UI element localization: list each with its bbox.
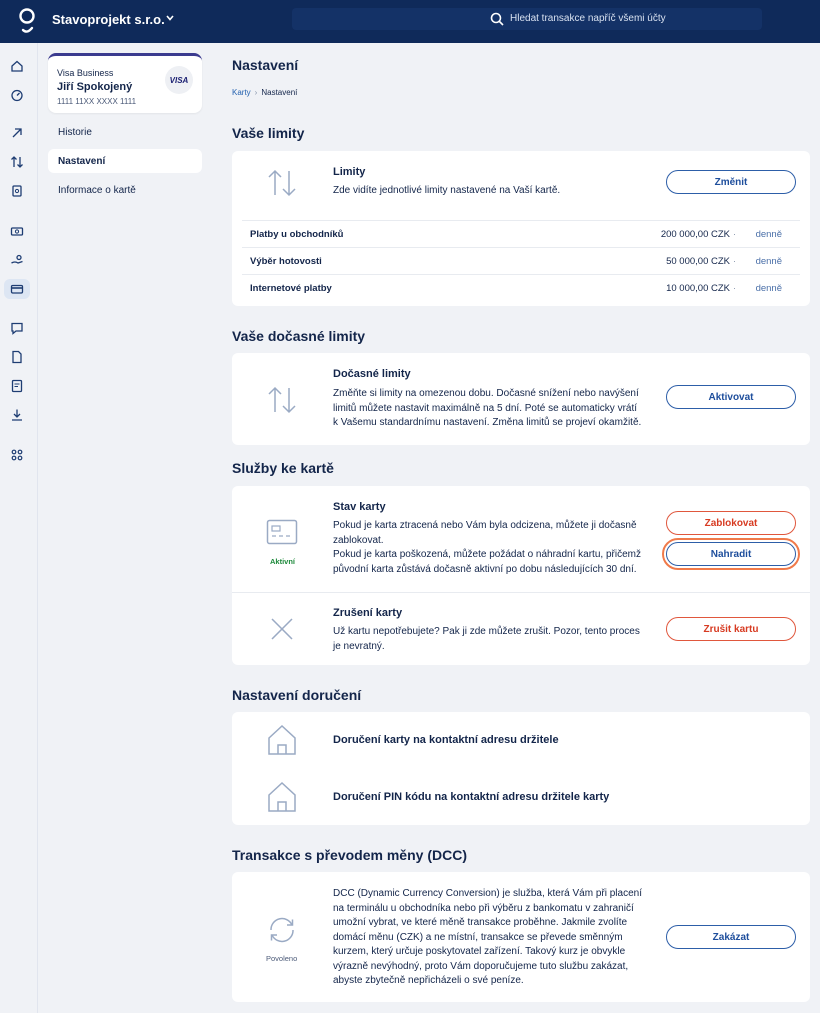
card-status-desc-2: zablokovat. bbox=[333, 534, 384, 546]
section-title-services: Služby ke kartě bbox=[232, 460, 334, 476]
breadcrumb-current: Nastavení bbox=[261, 88, 298, 97]
limits-desc: Zde vidíte jednotlivé limity nastavené na Vaší kartě. bbox=[333, 185, 561, 196]
section-title-temp-limits: Vaše dočasné limity bbox=[232, 328, 366, 344]
card-status-title: Stav karty bbox=[333, 501, 386, 513]
dcc-desc-line: domácí měnu (CZK) a ne místní, transakce se převede směnným bbox=[333, 931, 623, 943]
dcc-desc-line: DCC (Dynamic Currency Conversion) je služba, která Vám při placení bbox=[333, 888, 642, 899]
chevron-down-icon[interactable] bbox=[165, 13, 175, 23]
card-icon bbox=[266, 519, 298, 545]
temp-limits-panel bbox=[232, 353, 810, 445]
limit-label: Výběr hotovosti bbox=[250, 256, 322, 267]
card-status-desc-3: Pokud je karta poškozená, můžete požádat o náhradní kartu, přičemž bbox=[333, 549, 641, 560]
cancel-card-desc-2: je nevratný. bbox=[333, 640, 385, 652]
dcc-panel bbox=[232, 872, 810, 1002]
invoice-icon[interactable] bbox=[10, 379, 24, 393]
sidebar-item-nastaveni[interactable]: Nastavení bbox=[48, 149, 202, 173]
breadcrumb-karty[interactable]: Karty bbox=[232, 88, 251, 97]
limit-value: 50 000,00 CZK bbox=[666, 256, 730, 267]
limit-row bbox=[242, 220, 800, 247]
activate-temp-limits-button[interactable]: Aktivovat bbox=[666, 385, 796, 409]
limit-dot: · bbox=[732, 229, 736, 240]
section-title-limits: Vaše limity bbox=[232, 125, 305, 141]
limits-title: Limity bbox=[333, 166, 366, 178]
cancel-card-button[interactable]: Zrušit kartu bbox=[666, 617, 796, 641]
block-card-button[interactable]: Zablokovat bbox=[666, 511, 796, 535]
divider bbox=[232, 592, 810, 593]
transfer-arrows-icon bbox=[266, 169, 298, 197]
top-bar bbox=[0, 0, 820, 43]
sidebar-item-historie[interactable]: Historie bbox=[58, 127, 92, 138]
temp-limits-title: Dočasné limity bbox=[333, 368, 411, 380]
search-placeholder: Hledat transakce napříč všemi účty bbox=[510, 13, 666, 24]
cancel-card-title: Zrušení karty bbox=[333, 607, 403, 619]
card-status-desc-4: původní karta zůstává dočasně aktivní po dobu následujících 30 dní. bbox=[333, 563, 637, 575]
logo-icon[interactable] bbox=[17, 8, 37, 34]
company-name[interactable]: Stavoprojekt s.r.o. bbox=[52, 12, 165, 27]
arrow-up-right-icon[interactable] bbox=[10, 126, 24, 140]
services-panel bbox=[232, 486, 810, 665]
pin-delivery-item[interactable]: Doručení PIN kódu na kontaktní adresu držitele karty bbox=[333, 791, 610, 803]
temp-limits-desc-3: k Vašemu standardnímu nastavení. Změna limitů se projeví okamžitě. bbox=[333, 417, 642, 428]
limit-label: Platby u obchodníků bbox=[250, 229, 344, 240]
dcc-desc-line: výrazně nevýhodný, proto Vám doporučujeme tuto službu zakázat, bbox=[333, 960, 629, 972]
change-limits-button[interactable]: Změnit bbox=[666, 170, 796, 194]
transfer-icon[interactable] bbox=[10, 155, 24, 169]
limit-value: 200 000,00 CZK bbox=[660, 229, 730, 240]
limit-value: 10 000,00 CZK bbox=[666, 283, 730, 294]
cards-icon[interactable] bbox=[10, 282, 24, 296]
search-icon bbox=[490, 12, 504, 26]
house-icon bbox=[267, 724, 297, 756]
breadcrumb bbox=[232, 88, 297, 97]
card-status-badge: Aktivní bbox=[270, 557, 296, 566]
visa-logo: VISA bbox=[165, 66, 193, 94]
dashboard-icon[interactable] bbox=[10, 88, 24, 102]
house-icon bbox=[267, 781, 297, 813]
card-selector[interactable] bbox=[48, 53, 202, 113]
chat-icon[interactable] bbox=[10, 321, 24, 335]
limit-period: denně bbox=[755, 229, 782, 240]
card-status-desc-1: Pokud je karta ztracená nebo Vám byla odcizena, můžete ji dočasně bbox=[333, 520, 637, 531]
dcc-desc-line: abyste zbytečně nepřicházeli o své peníze. bbox=[333, 975, 524, 986]
card-type: Visa Business bbox=[57, 68, 114, 78]
card-number: 1111 11XX XXXX 1111 bbox=[57, 97, 137, 106]
card-holder: Jiří Spokojený bbox=[57, 81, 133, 93]
limit-dot: · bbox=[732, 283, 736, 294]
card-delivery-item[interactable]: Doručení karty na kontaktní adresu držitele bbox=[333, 734, 559, 746]
apps-icon[interactable] bbox=[10, 448, 24, 462]
file-icon[interactable] bbox=[10, 350, 24, 364]
delivery-panel bbox=[232, 712, 810, 825]
temp-limits-desc-2: limitů můžete nastavit maximálně na 5 dní. Poté se automaticky vrátí bbox=[333, 402, 638, 414]
limit-label: Internetové platby bbox=[250, 283, 332, 294]
icon-rail bbox=[0, 43, 38, 1013]
download-icon[interactable] bbox=[10, 408, 24, 422]
limit-dot: · bbox=[732, 256, 736, 267]
transfer-arrows-icon bbox=[266, 386, 298, 414]
limit-row bbox=[242, 247, 800, 274]
cancel-card-desc-1: Už kartu nepotřebujete? Pak ji zde můžete zrušit. Pozor, tento proces bbox=[333, 626, 640, 637]
dcc-desc-line: kurzem, který určuje poskytovatel zařízení. Takový kurz je obvykle bbox=[333, 946, 626, 957]
limit-period: denně bbox=[755, 283, 782, 294]
section-title-dcc: Transakce s převodem měny (DCC) bbox=[232, 847, 467, 863]
refresh-icon bbox=[266, 916, 298, 944]
document-icon[interactable] bbox=[10, 184, 24, 198]
section-title-delivery: Nastavení doručení bbox=[232, 687, 362, 703]
replace-card-button[interactable]: Nahradit bbox=[666, 542, 796, 566]
limit-row bbox=[242, 274, 800, 301]
disable-dcc-button[interactable]: Zakázat bbox=[666, 925, 796, 949]
page-title: Nastavení bbox=[232, 57, 299, 73]
home-icon[interactable] bbox=[10, 59, 24, 73]
cash-icon[interactable] bbox=[10, 224, 24, 238]
breadcrumb-separator: › bbox=[254, 88, 258, 97]
limits-panel bbox=[232, 151, 810, 306]
dcc-desc-line: umožní vybrat, ve které měně transakce proběhne. Jakmile zvolíte bbox=[333, 917, 628, 928]
close-x-icon bbox=[270, 617, 294, 641]
savings-icon[interactable] bbox=[10, 253, 24, 267]
dcc-desc-line: na terminálu u obchodníka nebo při výběru z bankomatu v zahraničí bbox=[333, 902, 634, 914]
sidebar-item-informace[interactable]: Informace o kartě bbox=[58, 185, 136, 196]
sidebar bbox=[38, 43, 216, 1013]
dcc-status: Povoleno bbox=[266, 954, 298, 963]
temp-limits-desc-1: Změňte si limity na omezenou dobu. Dočasné snížení nebo navýšení bbox=[333, 388, 639, 399]
limit-period: denně bbox=[755, 256, 782, 267]
